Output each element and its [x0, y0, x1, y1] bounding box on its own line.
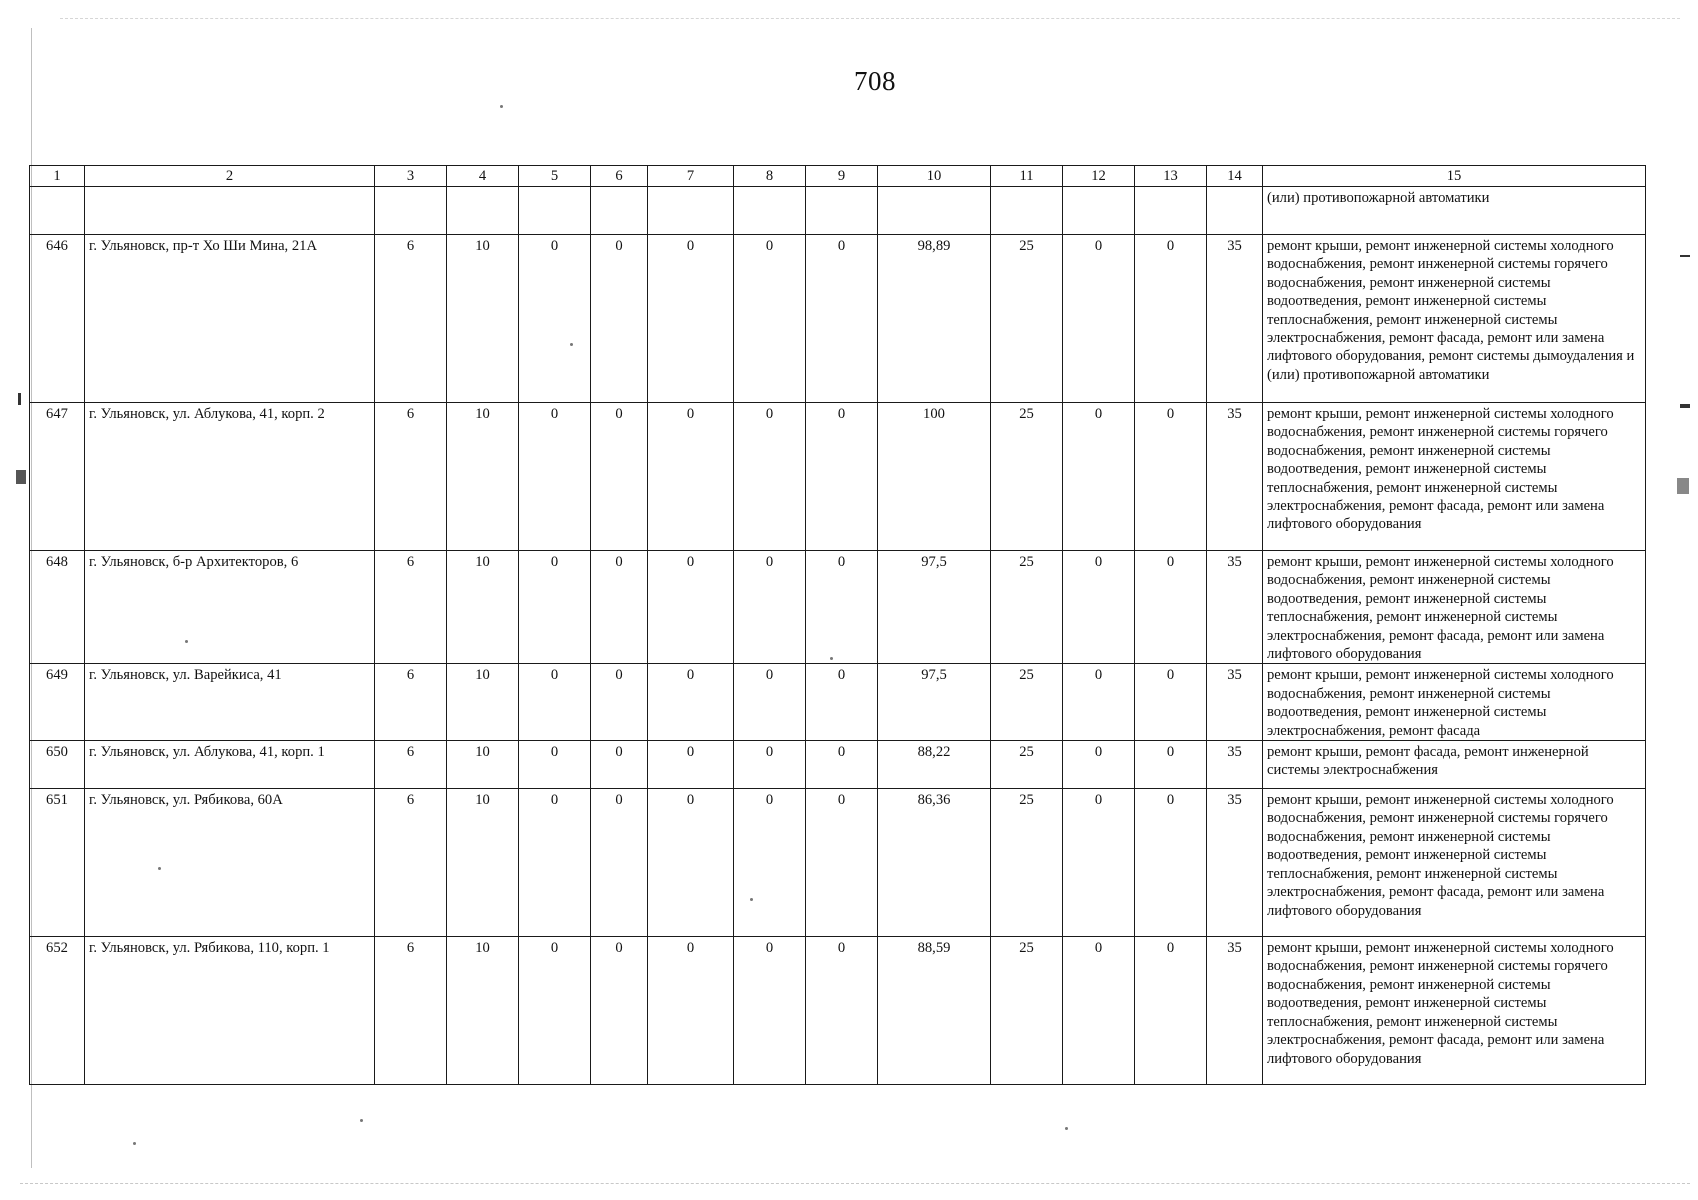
value-cell: 0	[734, 664, 806, 741]
address-cell: г. Ульяновск, ул. Аблукова, 41, корп. 1	[85, 741, 375, 789]
value-cell: 25	[991, 664, 1063, 741]
value-cell: 0	[1063, 403, 1135, 551]
value-cell: 0	[648, 937, 734, 1085]
value-cell: 10	[447, 937, 519, 1085]
value-cell: 35	[1207, 664, 1263, 741]
table-row	[30, 664, 1646, 741]
scan-mark	[1680, 255, 1690, 257]
value-cell: 6	[375, 235, 447, 403]
value-cell: 0	[519, 551, 591, 664]
value-cell: 0	[519, 789, 591, 937]
works-cell: ремонт крыши, ремонт фасада, ремонт инженерной системы электроснабжения	[1263, 741, 1646, 789]
continuation-row	[30, 187, 1646, 235]
works-cell: ремонт крыши, ремонт инженерной системы холодного водоснабжения, ремонт инженерной системы водоотведения, ремонт инженерной системы электроснабжения, ремонт фасада	[1263, 664, 1646, 741]
scan-mark	[16, 470, 26, 484]
scan-mark	[1680, 404, 1690, 408]
value-cell: 0	[591, 789, 648, 937]
scan-speck	[570, 343, 573, 346]
column-index-row	[30, 166, 1646, 187]
value-cell: 6	[375, 403, 447, 551]
scan-speck	[1065, 1127, 1068, 1130]
column-index: 3	[375, 166, 447, 187]
value-cell: 0	[519, 664, 591, 741]
value-cell: 0	[734, 551, 806, 664]
table-row	[30, 235, 1646, 403]
works-cell: ремонт крыши, ремонт инженерной системы холодного водоснабжения, ремонт инженерной системы горячего водоснабжения, ремонт инженерной системы водоотведения, ремонт инженерной системы теплоснабжения, ремонт инженерной системы электроснабжения, ремонт фасада, ремонт или замена лифтового оборудования	[1263, 789, 1646, 937]
value-cell: 88,22	[878, 741, 991, 789]
value-cell: 0	[734, 789, 806, 937]
scan-speck	[133, 1142, 136, 1145]
value-cell: 0	[806, 937, 878, 1085]
value-cell: 0	[806, 403, 878, 551]
value-cell: 10	[447, 551, 519, 664]
value-cell: 35	[1207, 741, 1263, 789]
column-index: 8	[734, 166, 806, 187]
column-index: 9	[806, 166, 878, 187]
value-cell: 0	[734, 403, 806, 551]
scan-speck	[750, 898, 753, 901]
value-cell: 10	[447, 741, 519, 789]
value-cell: 0	[1135, 789, 1207, 937]
value-cell: 10	[447, 403, 519, 551]
value-cell: 97,5	[878, 664, 991, 741]
value-cell: 0	[1135, 551, 1207, 664]
column-index: 15	[1263, 166, 1646, 187]
value-cell: 0	[591, 403, 648, 551]
address-cell: г. Ульяновск, ул. Рябикова, 110, корп. 1	[85, 937, 375, 1085]
value-cell: 0	[734, 235, 806, 403]
value-cell: 35	[1207, 937, 1263, 1085]
column-index: 13	[1135, 166, 1207, 187]
column-index: 5	[519, 166, 591, 187]
value-cell: 0	[806, 664, 878, 741]
value-cell: 0	[1063, 235, 1135, 403]
value-cell: 25	[991, 551, 1063, 664]
value-cell: 0	[591, 937, 648, 1085]
value-cell: 0	[648, 664, 734, 741]
value-cell: 0	[519, 741, 591, 789]
value-cell: 0	[1063, 789, 1135, 937]
column-index: 10	[878, 166, 991, 187]
value-cell: 0	[648, 551, 734, 664]
value-cell: 0	[1135, 235, 1207, 403]
value-cell: 88,59	[878, 937, 991, 1085]
value-cell: 0	[1063, 664, 1135, 741]
value-cell: 0	[1063, 551, 1135, 664]
works-continuation: (или) противопожарной автоматики	[1263, 187, 1646, 235]
value-cell: 10	[447, 664, 519, 741]
value-cell: 35	[1207, 551, 1263, 664]
column-index: 14	[1207, 166, 1263, 187]
value-cell: 0	[519, 235, 591, 403]
value-cell: 0	[648, 789, 734, 937]
scan-speck	[185, 640, 188, 643]
value-cell: 0	[806, 235, 878, 403]
row-number: 647	[30, 403, 85, 551]
capital-repair-table	[29, 165, 1646, 1085]
scan-frame-top	[60, 18, 1680, 20]
value-cell: 35	[1207, 235, 1263, 403]
value-cell: 0	[806, 741, 878, 789]
value-cell: 0	[806, 551, 878, 664]
value-cell: 0	[648, 235, 734, 403]
row-number: 648	[30, 551, 85, 664]
column-index: 2	[85, 166, 375, 187]
value-cell: 25	[991, 937, 1063, 1085]
value-cell: 35	[1207, 789, 1263, 937]
value-cell: 97,5	[878, 551, 991, 664]
value-cell: 0	[734, 741, 806, 789]
value-cell: 25	[991, 235, 1063, 403]
row-number: 649	[30, 664, 85, 741]
value-cell: 0	[1135, 741, 1207, 789]
column-index: 12	[1063, 166, 1135, 187]
scan-frame-bottom	[20, 1183, 1690, 1185]
column-index: 1	[30, 166, 85, 187]
column-index: 11	[991, 166, 1063, 187]
value-cell: 100	[878, 403, 991, 551]
scan-mark	[18, 393, 21, 405]
value-cell: 25	[991, 741, 1063, 789]
address-cell: г. Ульяновск, ул. Варейкиса, 41	[85, 664, 375, 741]
page-number: 708	[854, 66, 896, 96]
value-cell: 0	[806, 789, 878, 937]
value-cell: 86,36	[878, 789, 991, 937]
scan-speck	[360, 1119, 363, 1122]
row-number: 650	[30, 741, 85, 789]
column-index: 7	[648, 166, 734, 187]
scan-mark	[1677, 478, 1689, 494]
value-cell: 6	[375, 664, 447, 741]
address-cell: г. Ульяновск, б-р Архитекторов, 6	[85, 551, 375, 664]
address-cell: г. Ульяновск, пр-т Хо Ши Мина, 21А	[85, 235, 375, 403]
table-row	[30, 551, 1646, 664]
value-cell: 6	[375, 741, 447, 789]
value-cell: 0	[648, 403, 734, 551]
value-cell: 0	[734, 937, 806, 1085]
table-row	[30, 789, 1646, 937]
scan-speck	[830, 657, 833, 660]
value-cell: 0	[519, 403, 591, 551]
value-cell: 10	[447, 789, 519, 937]
scan-speck	[500, 105, 503, 108]
value-cell: 0	[1063, 741, 1135, 789]
value-cell: 6	[375, 937, 447, 1085]
value-cell: 0	[591, 235, 648, 403]
scan-speck	[158, 867, 161, 870]
column-index: 4	[447, 166, 519, 187]
value-cell: 0	[591, 664, 648, 741]
value-cell: 6	[375, 789, 447, 937]
value-cell: 6	[375, 551, 447, 664]
row-number: 651	[30, 789, 85, 937]
value-cell: 25	[991, 403, 1063, 551]
value-cell: 0	[1135, 664, 1207, 741]
value-cell: 0	[648, 741, 734, 789]
value-cell: 35	[1207, 403, 1263, 551]
value-cell: 10	[447, 235, 519, 403]
value-cell: 0	[591, 741, 648, 789]
row-number: 646	[30, 235, 85, 403]
row-number: 652	[30, 937, 85, 1085]
works-cell: ремонт крыши, ремонт инженерной системы холодного водоснабжения, ремонт инженерной системы горячего водоснабжения, ремонт инженерной системы водоотведения, ремонт инженерной системы теплоснабжения, ремонт инженерной системы электроснабжения, ремонт фасада, ремонт или замена лифтового оборудования	[1263, 937, 1646, 1085]
value-cell: 0	[1063, 937, 1135, 1085]
table-row	[30, 741, 1646, 789]
value-cell: 0	[591, 551, 648, 664]
value-cell: 98,89	[878, 235, 991, 403]
table-row	[30, 937, 1646, 1085]
address-cell: г. Ульяновск, ул. Аблукова, 41, корп. 2	[85, 403, 375, 551]
works-cell: ремонт крыши, ремонт инженерной системы холодного водоснабжения, ремонт инженерной системы горячего водоснабжения, ремонт инженерной системы водоотведения, ремонт инженерной системы теплоснабжения, ремонт инженерной системы электроснабжения, ремонт фасада, ремонт или замена лифтового оборудования	[1263, 403, 1646, 551]
value-cell: 0	[519, 937, 591, 1085]
value-cell: 0	[1135, 403, 1207, 551]
value-cell: 0	[1135, 937, 1207, 1085]
table-row	[30, 403, 1646, 551]
works-cell: ремонт крыши, ремонт инженерной системы холодного водоснабжения, ремонт инженерной системы горячего водоснабжения, ремонт инженерной системы водоотведения, ремонт инженерной системы теплоснабжения, ремонт инженерной системы электроснабжения, ремонт фасада, ремонт или замена лифтового оборудования, ремонт системы дымоудаления и (или) противопожарной автоматики	[1263, 235, 1646, 403]
works-cell: ремонт крыши, ремонт инженерной системы холодного водоснабжения, ремонт инженерной системы водоотведения, ремонт инженерной системы теплоснабжения, ремонт инженерной системы электроснабжения, ремонт фасада, ремонт или замена лифтового оборудования	[1263, 551, 1646, 664]
column-index: 6	[591, 166, 648, 187]
value-cell: 25	[991, 789, 1063, 937]
address-cell: г. Ульяновск, ул. Рябикова, 60А	[85, 789, 375, 937]
